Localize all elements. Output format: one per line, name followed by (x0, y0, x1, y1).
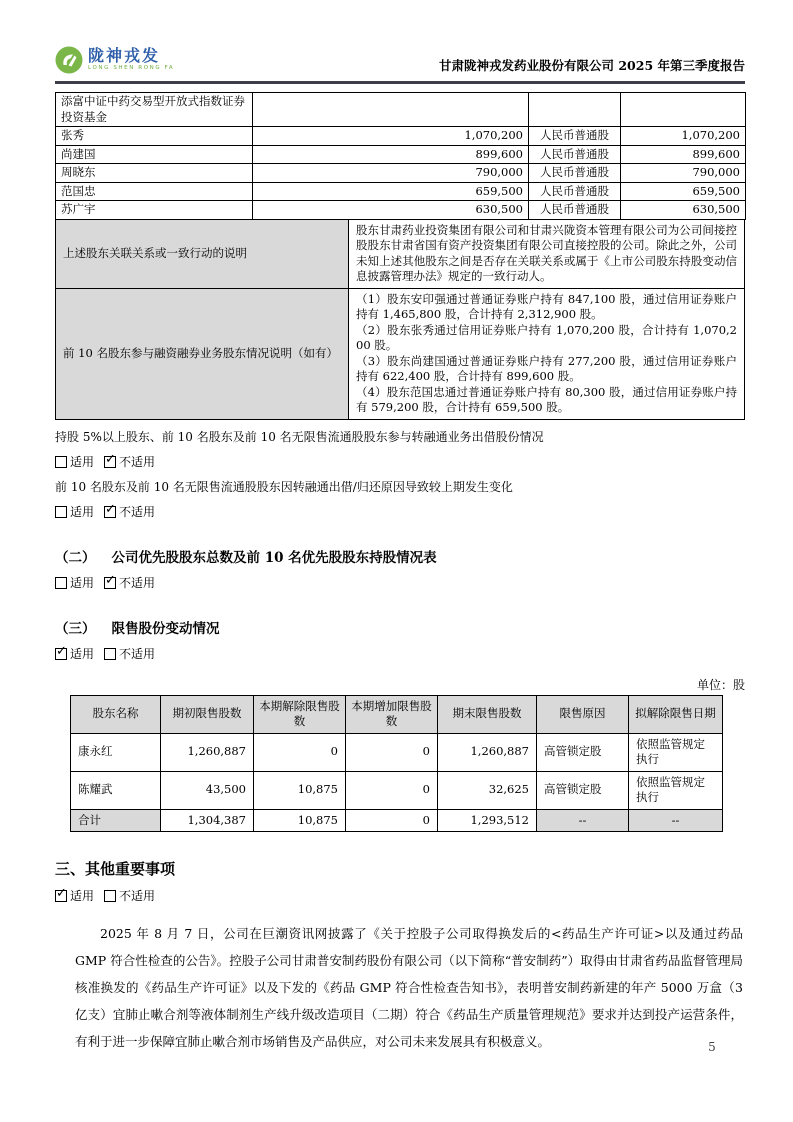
checked-option (104, 575, 155, 591)
table-cell: -- (537, 809, 629, 832)
table-row (71, 733, 723, 771)
shareholder-name-cell: 添富中证中药交易型开放式指数证券投资基金 (56, 93, 253, 127)
margin-note-item: （4）股东范国忠通过普通证券账户持有 80,300 股，通过信用证券账户持有 579,200 股，合计持有 659,500 股。 (356, 384, 737, 414)
table-row (71, 771, 723, 809)
checkbox-label: 不适用 (119, 646, 156, 661)
checked-option (55, 888, 94, 904)
table-cell: 依照监管规定执行 (629, 771, 723, 809)
shares-held-cell (253, 93, 529, 127)
restricted-table-body (71, 733, 723, 832)
shareholder-notes-table (55, 219, 745, 420)
table-cell: 依照监管规定执行 (629, 733, 723, 771)
shareholder-name-cell: 张秀 (56, 127, 253, 146)
shareholder-name-cell: 尚建国 (56, 145, 253, 164)
checkbox-checked-icon (55, 890, 67, 902)
table-cell: 10,875 (254, 809, 346, 832)
table-cell: 1,260,887 (438, 733, 537, 771)
company-logo (55, 46, 174, 74)
table-cell: 1,304,387 (161, 809, 254, 832)
checked-option (104, 504, 155, 520)
applicability-checkline (55, 888, 745, 904)
share-type-cell: 人民币普通股 (529, 145, 621, 164)
unchecked-option (55, 454, 94, 470)
lending-note: 持股 5%以上股东、前 10 名股东及前 10 名无限售流通股股东参与转融通业务出借股份情况 (55, 429, 544, 444)
share-type-cell (529, 93, 621, 127)
table-cell: 1,293,512 (438, 809, 537, 832)
unrestricted-shares-cell (621, 93, 746, 127)
page-header (55, 46, 745, 84)
section-title: 公司优先股股东总数及前 10 名优先股股东持股情况表 (111, 549, 437, 566)
table-cell: 康永红 (71, 733, 161, 771)
column-header: 期末限售股数 (438, 695, 537, 733)
checkbox-label: 适用 (70, 504, 95, 519)
report-title: 甘肃陇神戎发药业股份有限公司 2025 年第三季度报告 (439, 57, 745, 73)
table-cell: 高管锁定股 (537, 771, 629, 809)
table-row (56, 201, 746, 220)
checkbox-checked-icon (55, 648, 67, 660)
checkbox-unchecked-icon (55, 506, 67, 518)
checkbox-label: 适用 (70, 454, 95, 469)
unrestricted-shares-cell: 790,000 (621, 164, 746, 183)
share-type-cell: 人民币普通股 (529, 201, 621, 220)
table-cell: -- (629, 809, 723, 832)
other-matters-paragraph: 2025 年 8 月 7 日，公司在巨潮资讯网披露了《关于控股子公司取得换发后的<药品生产许可证>以及通过药品 GMP 符合性检查的公告》。控股子公司甘肃普安制药股份有限公司（以下简称“普安制药”）取得由甘肃省药品监督管理局核准换发的《药品生产许可证》以及下发的《药品 GMP 符合性检查告知书》，表明普安制药新建的年产 5000 万盒（3 亿支）宜肺止嗽合剂等液体制剂生产线升级改造项目（二期）符合《药品生产质量管理规范》要求并达到投产运营条件，有利于进一步保障宜肺止嗽合剂市场销售及产品供应，对公司未来发展具有积极意义。 (75, 926, 743, 1049)
section-heading-other-matters: 三、其他重要事项 (55, 860, 176, 878)
checkbox-unchecked-icon (104, 648, 116, 660)
change-note: 前 10 名股东及前 10 名无限售流通股股东因转融通出借/归还原因导致较上期发生变化 (55, 479, 513, 494)
table-cell: 合计 (71, 809, 161, 832)
checkbox-unchecked-icon (55, 456, 67, 468)
table-cell: 0 (346, 733, 438, 771)
restricted-shares-table (70, 695, 723, 833)
checkbox-label: 适用 (70, 646, 95, 661)
section-title: 限售股份变动情况 (111, 620, 220, 637)
table-row (56, 219, 745, 288)
table-row (56, 127, 746, 146)
shareholder-name-cell: 范国忠 (56, 182, 253, 201)
unrestricted-shares-cell: 630,500 (621, 201, 746, 220)
applicability-checkline (55, 575, 745, 591)
column-header: 期初限售股数 (161, 695, 254, 733)
shares-held-cell: 630,500 (253, 201, 529, 220)
table-row (56, 164, 746, 183)
share-type-cell: 人民币普通股 (529, 127, 621, 146)
shares-held-cell: 659,500 (253, 182, 529, 201)
unrestricted-shares-cell: 659,500 (621, 182, 746, 201)
table-row (56, 145, 746, 164)
margin-note-item: （2）股东张秀通过信用证券账户持有 1,070,200 股，合计持有 1,070,200 股。 (356, 322, 737, 352)
table-cell: 0 (254, 733, 346, 771)
applicability-checkline (55, 646, 745, 662)
checkbox-label: 适用 (70, 575, 95, 590)
table-cell: 1,260,887 (161, 733, 254, 771)
section-number: （三） (55, 620, 96, 637)
table-cell: 43,500 (161, 771, 254, 809)
section-heading-preferred (55, 546, 745, 566)
column-header: 股东名称 (71, 695, 161, 733)
logo-icon (55, 46, 83, 74)
unchecked-option (55, 504, 94, 520)
margin-note-item: （3）股东尚建国通过普通证券账户持有 277,200 股，通过信用证券账户持有 622,400 股，合计持有 899,600 股。 (356, 353, 737, 383)
table-cell: 高管锁定股 (537, 733, 629, 771)
shares-held-cell: 1,070,200 (253, 127, 529, 146)
checkbox-unchecked-icon (104, 890, 116, 902)
relation-note-label: 上述股东关联关系或一致行动的说明 (56, 219, 349, 288)
table-row (56, 93, 746, 127)
table-row (71, 809, 723, 832)
unchecked-option (104, 646, 155, 662)
shares-held-cell: 790,000 (253, 164, 529, 183)
checkbox-checked-icon (104, 506, 116, 518)
table-cell: 0 (346, 771, 438, 809)
shareholder-name-cell: 苏广宇 (56, 201, 253, 220)
section-heading-restricted (55, 617, 745, 637)
logo-en-text: LONG SHEN RONG FA (88, 65, 175, 72)
checkbox-label: 不适用 (119, 504, 156, 519)
table-row (56, 182, 746, 201)
checkbox-label: 不适用 (119, 575, 156, 590)
checked-option (104, 454, 155, 470)
checkbox-label: 不适用 (119, 454, 156, 469)
checkbox-label: 适用 (70, 889, 95, 903)
applicability-checkline (55, 454, 745, 470)
applicability-checkline (55, 504, 745, 520)
page-number: 5 (708, 1040, 716, 1054)
unchecked-option (104, 888, 155, 904)
unit-label: 单位：股 (696, 677, 745, 692)
shares-held-cell: 899,600 (253, 145, 529, 164)
shareholder-name-cell: 周晓东 (56, 164, 253, 183)
column-header: 本期解除限售股数 (254, 695, 346, 733)
table-cell: 陈耀武 (71, 771, 161, 809)
share-type-cell: 人民币普通股 (529, 164, 621, 183)
column-header: 本期增加限售股数 (346, 695, 438, 733)
checkbox-unchecked-icon (55, 577, 67, 589)
margin-note-text (349, 288, 745, 419)
checkbox-checked-icon (104, 577, 116, 589)
share-type-cell: 人民币普通股 (529, 182, 621, 201)
column-header: 限售原因 (537, 695, 629, 733)
unrestricted-shares-cell: 899,600 (621, 145, 746, 164)
table-cell: 0 (346, 809, 438, 832)
checkbox-label: 不适用 (119, 889, 156, 903)
margin-note-label: 前 10 名股东参与融资融券业务股东情况说明（如有） (56, 288, 349, 419)
table-cell: 10,875 (254, 771, 346, 809)
checked-option (55, 646, 94, 662)
unchecked-option (55, 575, 94, 591)
logo-cn-text: 陇神戎发 (88, 46, 161, 66)
section-number: （二） (55, 549, 96, 566)
shareholder-table (55, 92, 746, 220)
table-cell: 32,625 (438, 771, 537, 809)
shareholder-table-body (56, 93, 746, 220)
restricted-table-header-row (71, 695, 723, 733)
relation-note-text: 股东甘肃药业投资集团有限公司和甘肃兴陇资本管理有限公司为公司间接控股股东甘肃省国有资产投资集团有限公司直接控股的公司。除此之外，公司未知上述其他股东之间是否存在关联关系或属于《上市公司股东持股变动信息披露管理办法》规定的一致行动人。 (349, 219, 745, 288)
unrestricted-shares-cell: 1,070,200 (621, 127, 746, 146)
checkbox-checked-icon (104, 456, 116, 468)
table-row (56, 288, 745, 419)
margin-note-item: （1）股东安印强通过普通证券账户持有 847,100 股，通过信用证券账户持有 1,465,800 股，合计持有 2,312,900 股。 (356, 291, 737, 321)
column-header: 拟解除限售日期 (629, 695, 723, 733)
